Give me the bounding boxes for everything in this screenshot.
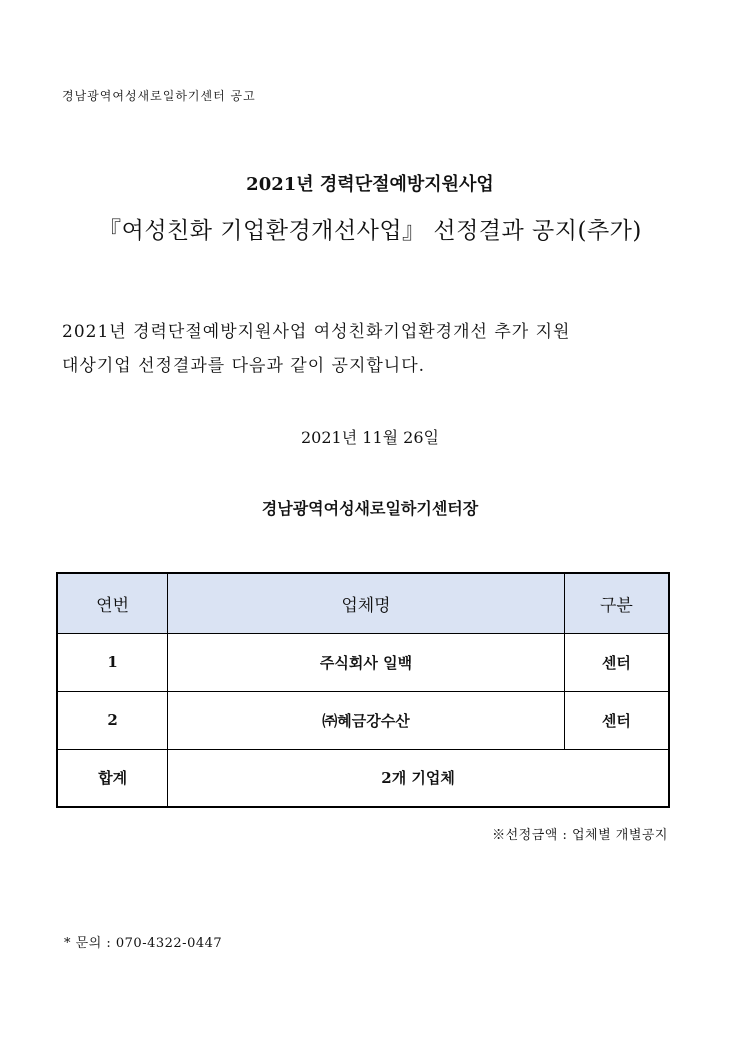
total-label: 합계: [57, 749, 168, 807]
notice-date: 2021년 11월 26일: [301, 428, 439, 447]
notice-body-line-2: 대상기업 선정결과를 다음과 같이 공지합니다.: [62, 356, 426, 376]
row-company-name: 주식회사 일백: [168, 633, 565, 691]
notice-body-line-1: 2021년 경력단절예방지원사업 여성친화기업환경개선 추가 지원: [62, 322, 571, 342]
page-title: 『여성친화 기업환경개선사업』 선정결과 공지(추가): [98, 218, 642, 244]
contact-info: * 문의 : 070-4322-0447: [64, 936, 223, 951]
total-value: 2개 기업체: [168, 749, 669, 807]
table-row: [57, 691, 669, 749]
header-number: 연번: [57, 573, 168, 633]
row-company-name: ㈜혜금강수산: [168, 691, 565, 749]
row-category: 센터: [564, 691, 669, 749]
signer-name: 경남광역여성새로일하기센터장: [261, 499, 479, 518]
program-subtitle: 2021년 경력단절예방지원사업: [246, 174, 494, 195]
selection-results-table: [56, 572, 670, 808]
row-number: 1: [57, 633, 168, 691]
notice-body: [62, 315, 682, 383]
table-row: [57, 633, 669, 691]
table-header-row: [57, 573, 669, 633]
amount-footnote: ※선정금액 : 업체별 개별공지: [492, 828, 668, 843]
header-category: 구분: [564, 573, 669, 633]
row-category: 센터: [564, 633, 669, 691]
table-total-row: [57, 749, 669, 807]
header-company-name: 업체명: [168, 573, 565, 633]
row-number: 2: [57, 691, 168, 749]
issuer-notice-label: 경남광역여성새로일하기센터 공고: [62, 89, 256, 103]
